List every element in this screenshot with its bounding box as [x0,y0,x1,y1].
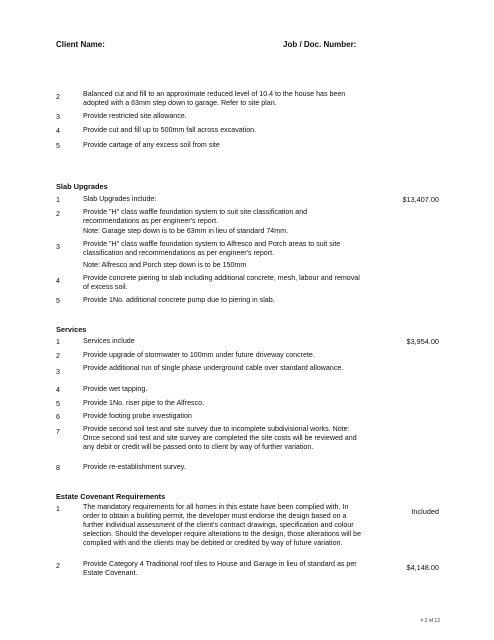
item-text: Provide restricted site allowance. [83,112,187,120]
item-text: Slab Upgrades include: [83,195,157,203]
item-text: Provide 1No. additional concrete pump due to piering in slab. [83,296,275,304]
item-number: 4 [56,386,60,394]
item-text: Provide additional run of single phase underground cable over standard allowance. [83,364,344,372]
item-note: Note: Alfresco and Porch step down is to be 150mm [83,261,247,269]
item-number: 5 [56,142,60,150]
item-number: 1 [56,196,60,204]
item-number: 7 [56,428,60,436]
item-text: Provide wet tapping. [83,385,148,393]
job-number-label: Job / Doc. Number: [283,40,357,49]
item-text: Provide footing probe investigation [83,412,192,420]
estate-amount-roof: $4,148.00 [406,563,439,572]
item-number: 5 [56,297,60,305]
item-number: 2 [56,93,60,101]
item-text: Provide cartage of any excess soil from site [83,141,220,149]
item-text: Provide re-establishment survey. [83,463,186,471]
item-number: 3 [56,113,60,121]
item-text: Provide second soil test and site survey due to incomplete subdivisional works. Note: Once second soil test and site survey are completed the site costs will be reviewed and any debit or credit will be passed onto to client by way of further variation. [83,425,357,451]
item-number: 3 [56,243,60,251]
item-number: 8 [56,464,60,472]
item-text: Provide "H" class waffle foundation system to Alfresco and Porch areas to suit site classification and recommendations as per engineer's report. [83,240,341,257]
slab-amount: $13,407.00 [402,195,439,204]
item-text: The mandatory requirements for all homes in this estate have been complied with. In order to obtain a building permit, the developer must endorse the design based on a further individual assessment of the client's contract drawings, specification and colour selection. Should the developer require alterations to the design, those alterations will be complied with and the clients may be debited or credited by way of future variation. [83,503,362,547]
item-number: 1 [56,338,60,346]
estate-amount-included: Included [411,507,439,516]
section-title-estate: Estate Covenant Requirements [56,492,166,501]
item-text: Provide upgrade of stormwater to 100mm under future driveway concrete. [83,351,315,359]
section-title-slab: Slab Upgrades [56,182,108,191]
item-text: Services include [83,337,135,345]
item-number: 2 [56,562,60,570]
item-number: 2 [56,210,60,218]
item-number: 2 [56,352,60,360]
services-amount: $3,954.00 [406,337,439,346]
item-note: Note: Garage step down is to be 63mm in lieu of standard 74mm. [83,227,289,235]
item-number: 5 [56,400,60,408]
item-text: Provide cut and fill up to 500mm fall across excavation. [83,126,257,134]
section-title-services: Services [56,325,87,334]
item-text: Provide 1No. riser pipe to the Alfresco. [83,399,205,407]
item-text: Provide Category 4 Traditional roof tiles to House and Garage in lieu of standard as per Estate Covenant. [83,560,357,577]
item-number: 3 [56,368,60,376]
item-text: Provide "H" class waffle foundation system to suit site classification and recommendations as per engineer's report. [83,208,308,225]
page-number: # 2 of 12 [420,618,440,624]
item-number: 4 [56,277,60,285]
client-name-label: Client Name: [56,40,105,49]
item-number: 6 [56,413,60,421]
item-text: Balanced cut and fill to an approximate reduced level of 10.4 to the house has been adopted with a 63mm step down to garage. Refer to site plan. [83,90,346,107]
item-number: 1 [56,505,60,513]
item-text: Provide concrete piering to slab including additional concrete, mesh, labour and removal of excess soil. [83,274,360,291]
item-number: 4 [56,127,60,135]
